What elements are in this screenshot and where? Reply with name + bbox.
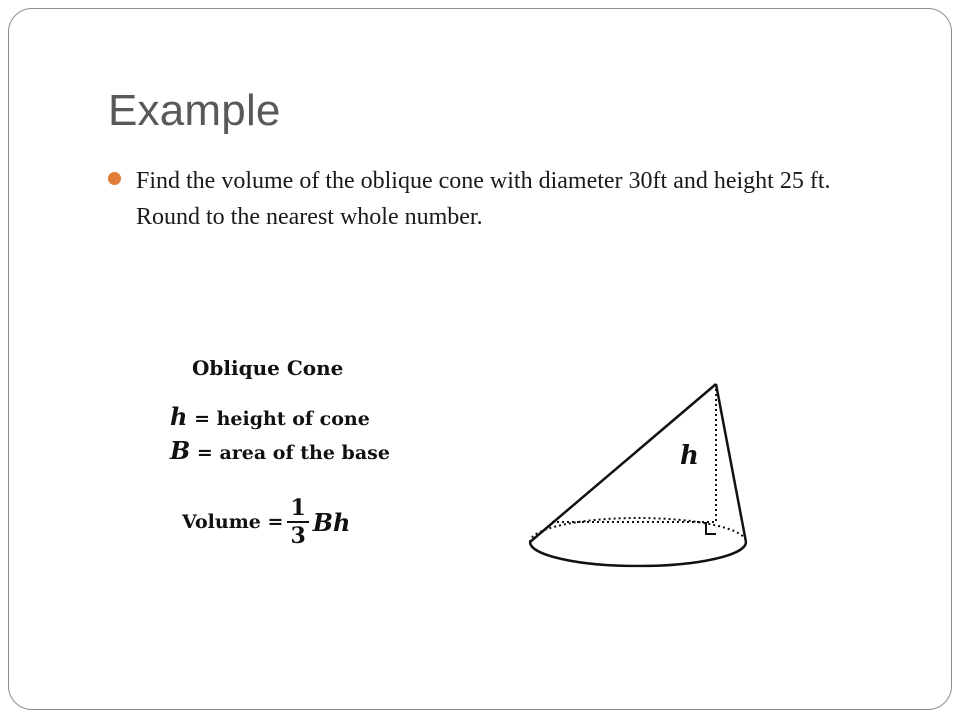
right-angle-marker [706, 522, 716, 534]
fraction [287, 495, 308, 549]
volume-label: Volume = [182, 511, 284, 533]
volume-product: Bh [312, 507, 351, 537]
slide-title: Example [108, 86, 281, 135]
fraction-denominator: 3 [290, 523, 306, 549]
base-variable: B [170, 436, 191, 465]
formula-block [168, 350, 428, 580]
height-label: h [680, 441, 699, 471]
cone-right-slant [716, 384, 746, 542]
height-definition-text: = height of cone [187, 408, 370, 430]
height-variable: h [170, 402, 188, 431]
bullet-item [108, 163, 898, 235]
volume-formula [182, 495, 350, 549]
height-definition [170, 402, 370, 431]
base-definition-text: = area of the base [190, 442, 390, 464]
bullet-dot-icon [108, 172, 121, 185]
formula-heading: Oblique Cone [192, 356, 344, 380]
base-definition [170, 436, 390, 465]
oblique-cone-diagram [520, 372, 760, 578]
bullet-text: Find the volume of the oblique cone with diameter 30ft and height 25 ft. Round to the nearest whole number. [136, 168, 831, 230]
fraction-numerator: 1 [287, 495, 308, 523]
